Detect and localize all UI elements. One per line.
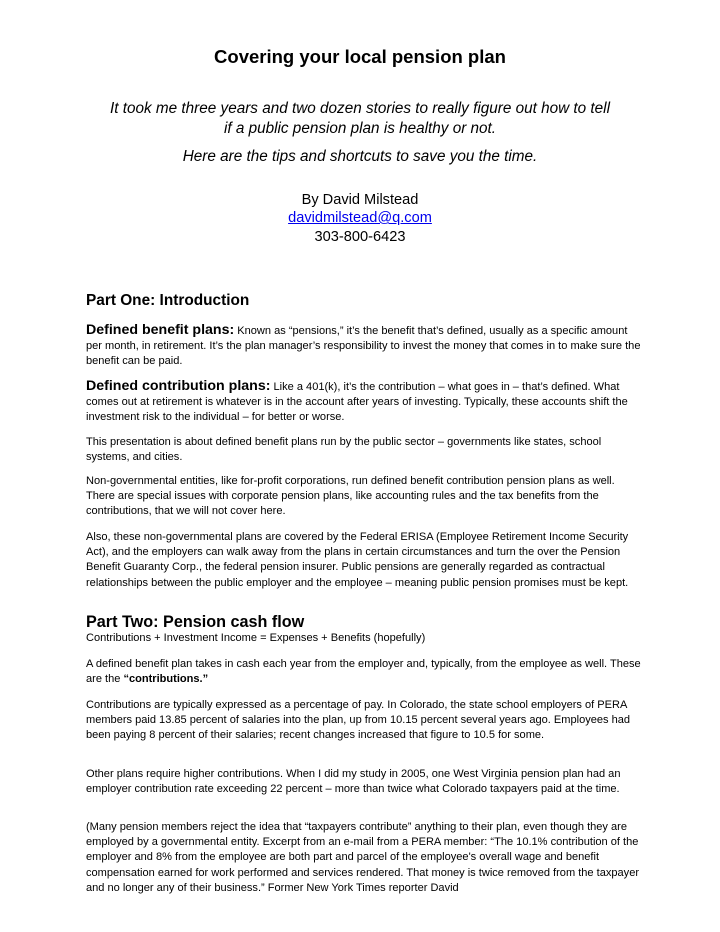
cash-flow-paragraph-1-text: A defined benefit plan takes in cash each year from the employer and, typically, from the employee as well. These are the bbox=[86, 658, 641, 686]
defined-contribution-paragraph bbox=[86, 379, 642, 426]
defined-benefit-paragraph bbox=[86, 323, 642, 370]
author-email-link[interactable]: davidmilstead@q.com bbox=[288, 210, 432, 226]
tagline-line-1: It took me three years and two dozen stories to really figure out how to tell bbox=[110, 100, 610, 117]
part-two-heading: Part Two: Pension cash flow bbox=[86, 613, 305, 631]
cash-flow-paragraph-3: Other plans require higher contributions. When I did my study in 2005, one West Virginia pension plan had an employer contribution rate exceeding 22 percent – more than twice what Colorado taxpayers paid at the time. bbox=[86, 768, 621, 796]
cash-flow-formula: Contributions + Investment Income = Expenses + Benefits (hopefully) bbox=[86, 632, 426, 644]
tagline-line-2: if a public pension plan is healthy or not. bbox=[223, 120, 497, 137]
intro-paragraph-1: This presentation is about defined benefit plans run by the public sector – governments like states, school systems, and cities. bbox=[86, 436, 602, 464]
defined-contribution-term: Defined contribution plans: bbox=[86, 378, 271, 394]
intro-paragraph-2: Non-governmental entities, like for-profit corporations, run defined benefit contribution pension plans as well. There are special issues with corporate pension plans, like accounting rules and the tax benefits from the contributions, that we will not cover here. bbox=[86, 475, 615, 518]
defined-contribution-text: Like a 401(k), it’s the contribution – what goes in – that’s defined. What comes out at retirement is whatever is in the account after years of investing. Typically, these accounts shift the investment risk to the individual – for better or worse. bbox=[86, 381, 628, 424]
defined-benefit-text: Known as “pensions,” it’s the benefit that’s defined, usually as a specific amount per month, in retirement. It’s the plan manager’s responsibility to invest the money that comes in to make sure the benefit can be paid. bbox=[86, 325, 641, 368]
author-email-row bbox=[86, 209, 634, 227]
author-phone: 303-800-6423 bbox=[314, 229, 406, 245]
page-title: Covering your local pension plan bbox=[214, 46, 506, 67]
tagline-line-3: Here are the tips and shortcuts to save you the time. bbox=[182, 148, 538, 165]
byline: By David Milstead bbox=[301, 192, 419, 208]
part-one-heading: Part One: Introduction bbox=[86, 292, 250, 309]
contributions-term: “contributions.” bbox=[123, 673, 209, 686]
intro-paragraph-3: Also, these non-governmental plans are covered by the Federal ERISA (Employee Retirement Income Security Act), and the employers can walk away from the plans in certain circumstances and turn the over the Pension Benefit Guaranty Corp., the federal pension insurer. Public pensions are generally regarded as contractual relationships between the public employer and the employee – meaning public pension promises must be kept. bbox=[86, 531, 629, 589]
cash-flow-paragraph-2: Contributions are typically expressed as a percentage of pay. In Colorado, the state school employers of PERA members paid 13.85 percent of salaries into the plan, up from 10.15 percent several years ago. Employees had been paying 8 percent of their salaries; recent changes increased that figure to 10.5 for some. bbox=[86, 699, 631, 742]
defined-benefit-term: Defined benefit plans: bbox=[86, 322, 235, 338]
cash-flow-paragraph-1 bbox=[86, 657, 642, 687]
cash-flow-paragraph-4: (Many pension members reject the idea that “taxpayers contribute” anything to their plan, even though they are employed by a governmental entity. Excerpt from an e-mail from a PERA member: “The 10.1% contribution of the employer and 8% from the employee are both part and parcel of the employee's overall wage and benefit compensation earned for work performed and services rendered. That money is twice removed from the taxpayer and no longer any of their business.” Former New York Times reporter David bbox=[86, 821, 640, 894]
